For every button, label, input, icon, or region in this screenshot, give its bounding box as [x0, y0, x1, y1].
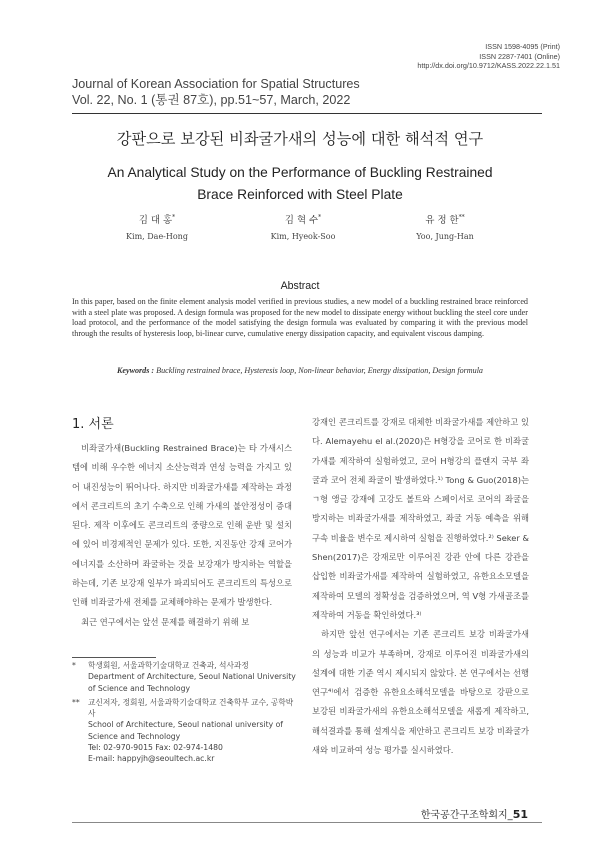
footnote-2	[72, 697, 297, 765]
journal-header	[72, 76, 360, 108]
footnote-divider	[72, 657, 156, 658]
header-divider	[72, 113, 542, 114]
footnote-line: Tel: 02-970-9015 Fax: 02-974-1480	[88, 743, 223, 753]
author-2-kr: 김 혁 수	[284, 215, 319, 227]
section-title: 1. 서론	[72, 417, 114, 432]
author-1-en: Kim, Dae-Hong	[126, 232, 188, 242]
author-1-mark: *	[172, 214, 176, 221]
abstract-heading: Abstract	[280, 280, 320, 292]
english-title: An Analytical Study on the Performance of Buckling Restrained Brace Reinforced with Steel Plate	[107, 165, 493, 202]
footnote-line: 학생회원, 서울과학기술대학교 건축과, 석사과정	[88, 661, 249, 670]
keywords-label: Keywords :	[117, 366, 155, 375]
footnote-line: School of Architecture, Seoul national university of Science and Technology	[88, 720, 284, 741]
keywords-list: Buckling restrained brace, Hysteresis loop, Non-linear behavior, Energy dissipation, Design formula	[156, 366, 483, 375]
page-footer	[421, 806, 528, 821]
body-column-right	[312, 413, 529, 760]
author-3-en: Yoo, Jung-Han	[416, 232, 474, 242]
abstract-text: In this paper, based on the finite element analysis model verified in previous studies, a new model of a buckling restrained brace reinforced with a steel plate was proposed. A design formula was proposed for the new model to dissipate energy without buckling the steel core under load protocol, and the performance of the model satisfying the design formula was evaluated by comparing it with the previous model through the results of hysteresis loop, bi-linear curve, cumulative energy dissipation capacity, and equivalent viscous damping.	[72, 297, 528, 338]
volume-info: Vol. 22, No. 1 (통권 87호), pp.51~57, March, 2022	[72, 93, 351, 107]
footnote-line: Department of Architecture, Seoul National University of Science and Technology	[88, 672, 296, 693]
journal-name: Journal of Korean Association for Spatial Structures	[72, 77, 360, 91]
footnote-1-mark: *	[72, 661, 76, 670]
footnote-email[interactable]: E-mail: happyjh@seoultech.ac.kr	[88, 754, 215, 764]
paragraph: 강재인 콘크리트를 강재로 대체한 비좌굴가새를 제안하고 있다. Alemayehu el al.(2020)은 H형강을 코어로 한 비좌굴가새를 제작하여 실험하였고, 코어 H형강의 플랜지 국부 좌굴과 코어 전체 좌굴이 발생하였다.¹⁾ Tong & Guo(2018)는 ㄱ형 앵글 강재에 고강도 볼트와 스페이서로 코어의 좌굴을 방지하는 비좌굴가새를 제작하였고, 좌굴 거동 예측을 위해 구속 비율을 변수로 제시하여 실험을 진행하였다.²⁾ Seker & Shen(2017)은 강재로만 이루어진 강관 안에 다른 강관을 삽입한 비좌굴가새를 제작하여 실험하였고, 유한요소모델을 제작하여 모델의 정확성을 검증하였으며, 역 V형 가새골조를 제작하여 거동을 확인하였다.³⁾	[312, 417, 529, 620]
doi-link[interactable]: http://dx.doi.org/10.9712/KASS.2022.22.1.51	[417, 61, 560, 70]
korean-title: 강판으로 보강된 비좌굴가새의 성능에 대한 해석적 연구	[116, 130, 484, 148]
paragraph: 하지만 앞선 연구에서는 기존 콘크리트 보강 비좌굴가새의 성능과 비교가 부족하며, 강재로 이루어진 비좌굴가새의 설계에 대한 기준 역시 제시되지 않았다. 본 연구에서는 선행연구⁴⁾에서 검증한 유한요소해석모델을 바탕으로 강판으로 보강된 비좌굴가새의 유한요소해석모델을 새롭게 제작하고, 해석결과를 통해 설계식을 제안하고 콘크리트 보강 비좌굴가새와 비교하여 성능 평가를 실시하였다.	[312, 629, 529, 756]
footnote-line: 교신저자, 정회원, 서울과학기술대학교 건축학부 교수, 공학박사	[88, 697, 294, 719]
footer-divider	[72, 822, 542, 823]
author-3	[380, 212, 510, 244]
keywords	[72, 366, 528, 375]
author-3-mark: **	[458, 214, 465, 221]
footnote-1	[72, 660, 297, 694]
issn-online: ISSN 2287-7401 (Online)	[479, 51, 560, 61]
author-2	[238, 212, 368, 244]
author-1	[92, 212, 222, 244]
footnotes	[72, 660, 297, 765]
footer-journal: 한국공간구조학회지_	[420, 810, 513, 821]
issn-print: ISSN 1598-4095 (Print)	[485, 42, 560, 51]
issn-block	[417, 42, 560, 71]
footnote-2-mark: **	[72, 697, 80, 707]
paragraph: 비좌굴가새(Buckling Restrained Brace)는 타 가새시스템에 비해 우수한 에너지 소산능력과 연성 능력을 가지고 있어 내진성능이 뛰어나다. 하지만 비좌굴가새를 제작하는 과정에서 콘크리트의 초기 수축으로 인해 가새의 불안정성이 증대된다. 제작 이후에도 콘크리트의 중량으로 인해 운반 및 설치에 있어 비경제적인 문제가 있다. 또한, 지진동안 강재 코어가 에너지를 소산하며 좌굴하는 것을 보강재가 방지하는 역할을 하는데, 기존 보강재 일부가 파괴되어도 콘크리트의 특성으로 인해 비좌굴가새 전체를 교체해야하는 문제가 발생한다.	[72, 443, 292, 608]
page-number: 51	[512, 808, 528, 821]
body-column-left	[72, 439, 292, 632]
author-2-mark: *	[318, 214, 322, 221]
paragraph: 최근 연구에서는 앞선 문제를 해결하기 위해 보	[81, 616, 250, 627]
author-2-en: Kim, Hyeok-Soo	[270, 232, 336, 242]
author-1-kr: 김 대 홍	[138, 215, 173, 227]
author-3-kr: 유 정 한	[425, 215, 459, 227]
